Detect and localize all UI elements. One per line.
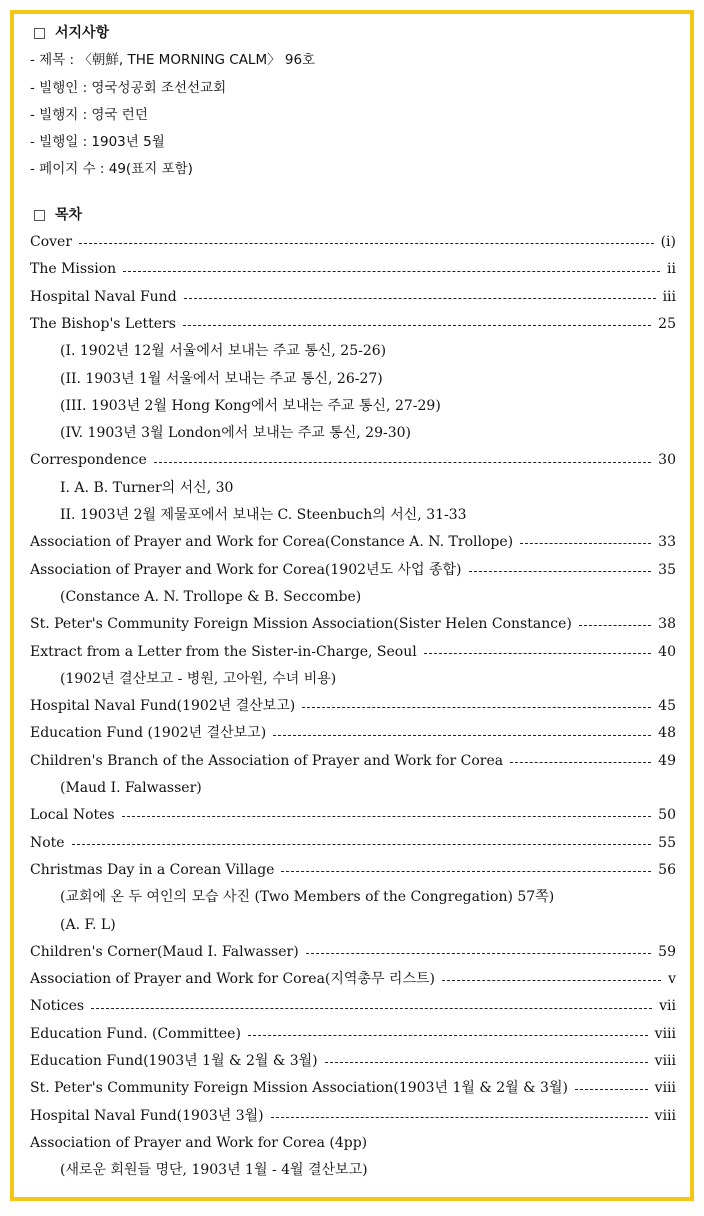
toc-entry-page: 56	[658, 861, 676, 878]
toc-entry-title: Correspondence	[30, 452, 147, 469]
dash-leader	[442, 980, 661, 981]
toc-entry	[30, 256, 676, 283]
toc-entry-page: viii	[654, 1052, 676, 1069]
toc-entry-title: Note	[30, 834, 65, 851]
toc-sub-entry: (Maud I. Falwasser)	[60, 780, 202, 797]
toc-entry-title: The Bishop's Letters	[30, 315, 176, 332]
toc-entry-page: 50	[658, 807, 676, 824]
toc-entry-title: Association of Prayer and Work for Corea(지역총무 리스트)	[30, 971, 435, 988]
toc-entry	[30, 720, 676, 747]
bibliography-date: - 빌행일 : 1903년 5월	[30, 134, 165, 151]
toc-sub-entry: (IV. 1903년 3월 London에서 보내는 주교 통신, 29-30)	[60, 425, 411, 442]
toc-heading	[30, 202, 676, 229]
dash-leader	[520, 543, 651, 544]
toc-entry-page: viii	[654, 1025, 676, 1042]
dash-leader	[123, 271, 660, 272]
document-frame	[10, 10, 694, 1201]
toc-entry	[30, 284, 676, 311]
toc-entry-title: Hospital Naval Fund(1903년 3월)	[30, 1107, 264, 1124]
bibliography-place: - 빌행지 : 영국 런던	[30, 106, 148, 123]
toc-entry	[30, 311, 676, 338]
toc-entry-title: Extract from a Letter from the Sister-in-Charge, Seoul	[30, 643, 417, 660]
toc-entry-title: Children's Branch of the Association of Prayer and Work for Corea	[30, 752, 504, 769]
toc-sub-entry: (I. 1902년 12월 서울에서 보내는 주교 통신, 25-26)	[60, 343, 387, 360]
square-bullet-icon	[34, 28, 45, 39]
toc-entry	[30, 1048, 676, 1075]
toc-entry-page: 49	[658, 752, 676, 769]
dash-leader	[424, 653, 651, 654]
toc-entry-page: viii	[654, 1080, 676, 1097]
toc-entry-page: 33	[658, 534, 676, 551]
dash-leader	[91, 1008, 652, 1009]
toc-entry-title: St. Peter's Community Foreign Mission Association(1903년 1월 & 2월 & 3월)	[30, 1080, 568, 1097]
dash-leader	[183, 325, 651, 326]
bibliography-heading-text: 서지사항	[55, 25, 110, 41]
toc-entry-title: Hospital Naval Fund	[30, 288, 177, 305]
toc-entry	[30, 639, 676, 666]
toc-entry-page: vii	[659, 998, 676, 1015]
toc-sub-entry: (A. F. L)	[60, 916, 116, 933]
toc-entry-title: Cover	[30, 234, 73, 251]
toc-entry-title: Education Fund (1902년 결산보고)	[30, 725, 267, 742]
toc-entry-page: v	[668, 971, 676, 988]
toc-entry-page: 30	[658, 452, 676, 469]
toc-sub-entry: (II. 1903년 1월 서울에서 보내는 주교 통신, 26-27)	[60, 370, 383, 387]
toc-entry	[30, 966, 676, 993]
toc-sub-entry: (Constance A. N. Trollope & B. Seccombe)	[60, 588, 362, 605]
toc-entry-page: 35	[658, 561, 676, 578]
toc-entry-page: ii	[667, 261, 676, 278]
toc-entry	[30, 1075, 676, 1102]
toc-sub-entry: I. A. B. Turner의 서신, 30	[60, 479, 234, 496]
dash-leader	[248, 1035, 648, 1036]
toc-entry-title: St. Peter's Community Foreign Mission Association(Sister Helen Constance)	[30, 616, 572, 633]
toc-sub-entry: (III. 1903년 2월 Hong Kong에서 보내는 주교 통신, 27-29)	[60, 397, 441, 414]
dash-leader	[271, 1117, 648, 1118]
toc-entry	[30, 693, 676, 720]
toc-entry-title: Local Notes	[30, 807, 115, 824]
toc-entry-page: 38	[658, 616, 676, 633]
dash-leader	[184, 298, 656, 299]
dash-leader	[273, 735, 651, 736]
toc-entry-title: Christmas Day in a Corean Village	[30, 861, 275, 878]
dash-leader	[306, 953, 651, 954]
toc-entry	[30, 611, 676, 638]
toc-entry	[30, 939, 676, 966]
dash-leader	[154, 462, 651, 463]
toc-entry-page: 59	[658, 943, 676, 960]
toc-entry	[30, 229, 676, 256]
dash-leader	[79, 243, 654, 244]
document-content	[30, 20, 676, 1184]
dash-leader	[510, 762, 651, 763]
dash-leader	[325, 1062, 648, 1063]
toc-entry-page: 48	[658, 725, 676, 742]
bibliography-heading	[30, 20, 676, 47]
dash-leader	[302, 707, 651, 708]
toc-entry	[30, 1103, 676, 1130]
dash-leader	[579, 625, 651, 626]
dash-leader	[72, 844, 652, 845]
toc-entry-page: 25	[658, 315, 676, 332]
bibliography-publisher: - 빌행인 : 영국성공회 조선선교회	[30, 79, 227, 96]
dash-leader	[122, 816, 652, 817]
bibliography-title: - 제목 : 〈朝鮮, THE MORNING CALM〉 96호	[30, 52, 316, 69]
toc-list	[30, 229, 676, 1184]
toc-entry-title: Education Fund. (Committee)	[30, 1025, 241, 1042]
toc-entry-title: Education Fund(1903년 1월 & 2월 & 3월)	[30, 1052, 318, 1069]
toc-entry-page: (i)	[660, 234, 676, 251]
toc-entry-page: 55	[658, 834, 676, 851]
toc-entry-page: 45	[658, 698, 676, 715]
toc-entry-title: Notices	[30, 998, 85, 1015]
toc-entry	[30, 830, 676, 857]
toc-entry-title: Children's Corner(Maud I. Falwasser)	[30, 943, 299, 960]
toc-entry	[30, 802, 676, 829]
bibliography-list	[30, 47, 676, 183]
toc-sub-entry: (새로운 회원들 명단, 1903년 1월 - 4월 결산보고)	[60, 1162, 368, 1179]
toc-entry-page: iii	[662, 288, 676, 305]
toc-entry	[30, 557, 676, 584]
toc-entry-title: The Mission	[30, 261, 117, 278]
toc-sub-entry: (교회에 온 두 여인의 모습 사진 (Two Members of the Congregation) 57쪽)	[60, 889, 555, 906]
toc-entry-page: 40	[658, 643, 676, 660]
dash-leader	[469, 571, 652, 572]
toc-entry	[30, 529, 676, 556]
bibliography-pages: - 페이지 수 : 49(표지 포함)	[30, 161, 193, 178]
toc-entry-title: Association of Prayer and Work for Corea(1902년도 사업 종합)	[30, 561, 462, 578]
toc-sub-entry: II. 1903년 2월 제물포에서 보내는 C. Steenbuch의 서신, 31-33	[60, 507, 467, 524]
toc-entry-title: Hospital Naval Fund(1902년 결산보고)	[30, 698, 296, 715]
toc-sub-entry: Association of Prayer and Work for Corea (4pp)	[30, 1134, 368, 1151]
toc-entry	[30, 447, 676, 474]
toc-entry	[30, 857, 676, 884]
toc-entry-title: Association of Prayer and Work for Corea(Constance A. N. Trollope)	[30, 534, 514, 551]
dash-leader	[281, 871, 651, 872]
square-bullet-icon	[34, 210, 45, 221]
toc-entry-page: viii	[654, 1107, 676, 1124]
toc-sub-entry: (1902년 결산보고 - 병원, 고아원, 수녀 비용)	[60, 670, 337, 687]
toc-heading-text: 목차	[55, 206, 83, 223]
toc-entry	[30, 1021, 676, 1048]
toc-entry	[30, 993, 676, 1020]
dash-leader	[575, 1089, 648, 1090]
toc-entry	[30, 748, 676, 775]
